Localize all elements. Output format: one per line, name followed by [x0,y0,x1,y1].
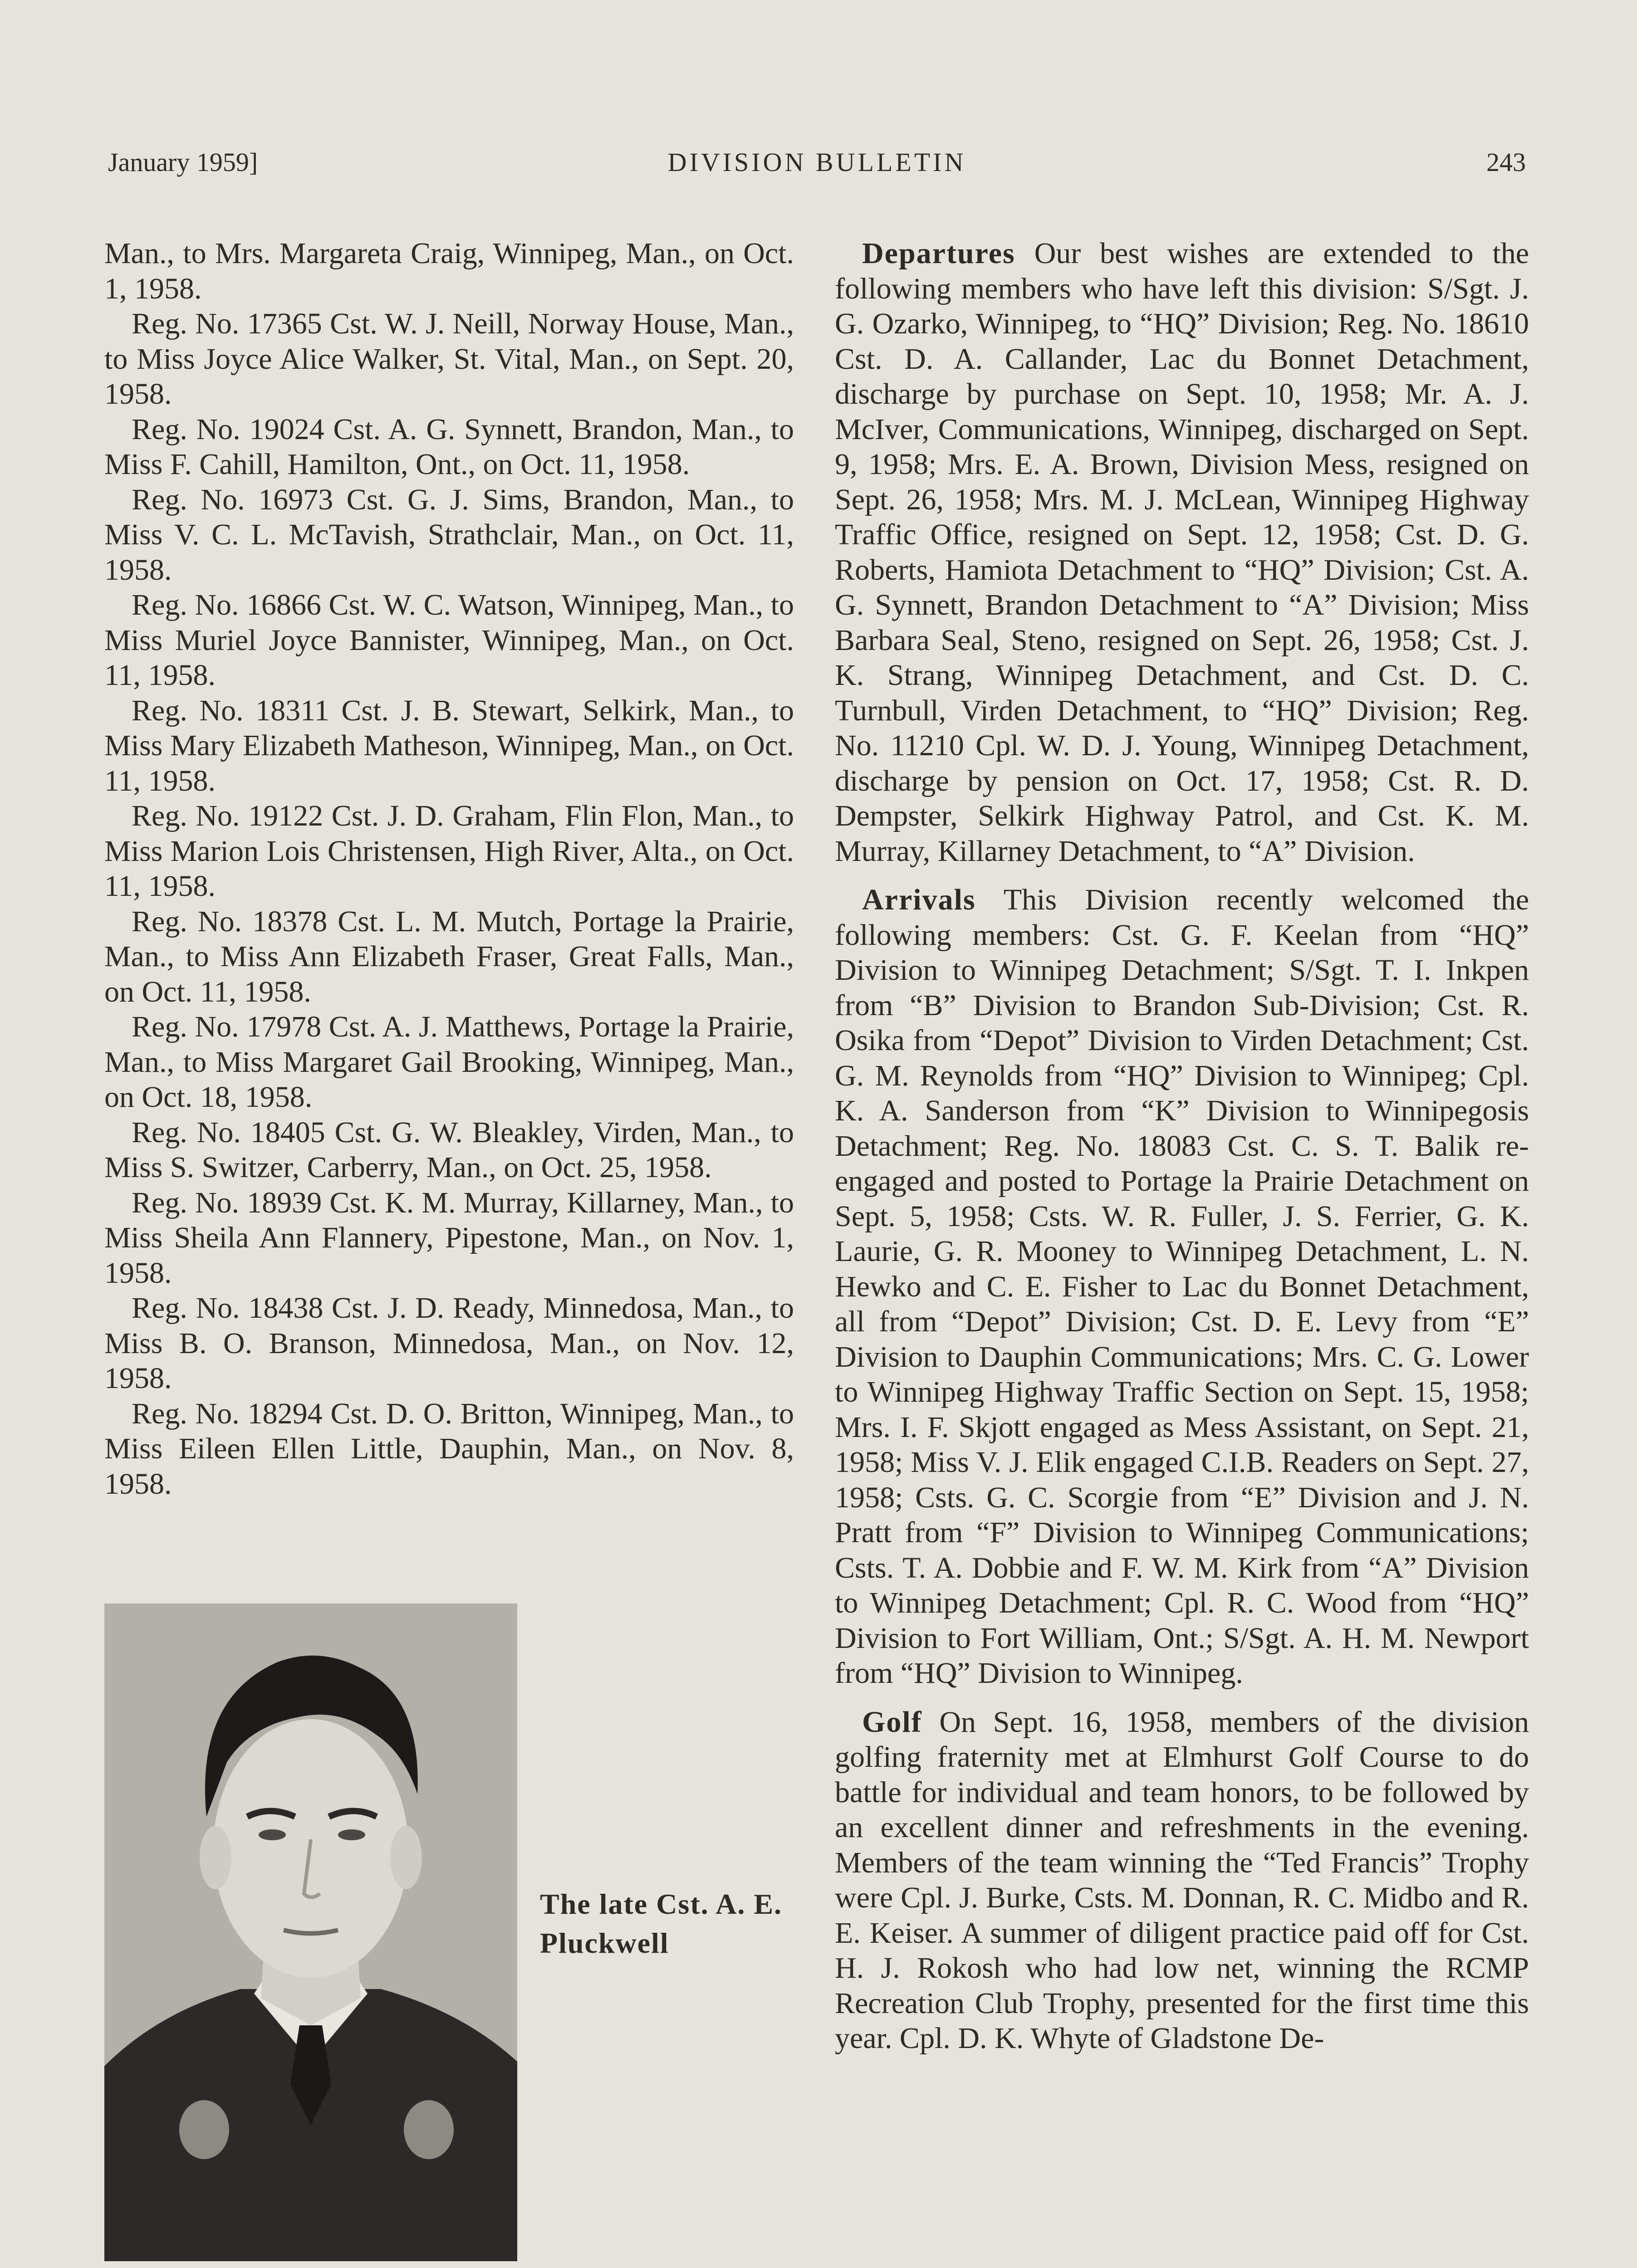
golf-section [835,1705,1529,2056]
marriage-entry: Reg. No. 17365 Cst. W. J. Neill, Norway House, Man., to Miss Joyce Alice Walker, St. Vital, Man., on Sept. 20, 1958. [104,307,794,411]
left-column [104,236,794,1501]
marriage-entry: Reg. No. 19122 Cst. J. D. Graham, Flin Flon, Man., to Miss Marion Lois Christensen, High River, Alta., on Oct. 11, 1958. [104,799,794,903]
golf-text: On Sept. 16, 1958, members of the division golfing fraternity met at Elmhurst Golf Course to do battle for individual and team honors, to be followed by an excellent dinner and refreshments in the evening. Members of the team winning the “Ted Francis” Trophy were Cpl. J. Burke, Csts. M. Donnan, R. C. Midbo and R. E. Keiser. A summer of diligent practice paid off for Cst. H. J. Rokosh who had low net, winning the RCMP Recreation Club Trophy, presented for the first time this year. Cpl. D. K. Whyte of Gladstone De- [835,1705,1529,2055]
arrivals-text: This Division recently welcomed the following members: Cst. G. F. Keelan from “HQ” Division to Winnipeg Detachment; S/Sgt. T. I. Inkpen from “B” Division to Brandon Sub-Division; Cst. R. Osika from “Depot” Division to Virden Detachment; Cst. G. M. Reynolds from “HQ” Division to Winnipeg; Cpl. K. A. Sanderson from “K” Division to Winnipegosis Detachment; Reg. No. 18083 Cst. C. S. T. Balik re-engaged and posted to Portage la Prairie Detachment on Sept. 5, 1958; Csts. W. R. Fuller, J. S. Ferrier, G. K. Laurie, G. R. Mooney to Winnipeg Detachment, L. N. Hewko and C. E. Fisher to Lac du Bonnet Detachment, all from “Depot” Division; Cst. D. E. Levy from “E” Division to Dauphin Communications; Mrs. C. G. Lower to Winnipeg Highway Traffic Section on Sept. 15, 1958; Mrs. I. F. Skjott engaged as Mess Assistant, on Sept. 21, 1958; Miss V. J. Elik engaged C.I.B. Readers on Sept. 27, 1958; Csts. G. C. Scorgie from “E” Division and J. N. Pratt from “F” Division to Winnipeg Communications; Csts. T. A. Dobbie and F. W. M. Kirk from “A” Division to Winnipeg Detachment; Cpl. R. C. Wood from “HQ” Division to Fort William, Ont.; S/Sgt. A. H. M. Newport from “HQ” Division to Winnipeg. [835,883,1529,1690]
marriage-entry: Reg. No. 19024 Cst. A. G. Synnett, Brandon, Man., to Miss F. Cahill, Hamilton, Ont., on Oct. 11, 1958. [104,412,794,481]
section-heading-golf: Golf [862,1705,922,1739]
right-column [835,236,1529,2056]
arrivals-section [835,882,1529,1691]
departures-section [835,236,1529,869]
marriage-entry: Reg. No. 16866 Cst. W. C. Watson, Winnipeg, Man., to Miss Muriel Joyce Bannister, Winnipeg, Man., on Oct. 11, 1958. [104,588,794,692]
departures-text: Our best wishes are extended to the following members who have left this division: S/Sgt. J. G. Ozarko, Winnipeg, to “HQ” Division; Reg. No. 18610 Cst. D. A. Callander, Lac du Bonnet Detachment, discharge by purchase on Sept. 10, 1958; Mr. A. J. McIver, Communications, Winnipeg, discharged on Sept. 9, 1958; Mrs. E. A. Brown, Division Mess, resigned on Sept. 26, 1958; Mrs. M. J. McLean, Winnipeg Highway Traffic Office, resigned on Sept. 12, 1958; Cst. D. G. Roberts, Hamiota Detachment to “HQ” Division; Cst. A. G. Synnett, Brandon Detachment to “A” Division; Miss Barbara Seal, Steno, resigned on Sept. 26, 1958; Cst. J. K. Strang, Winnipeg Detachment, and Cst. D. C. Turnbull, Virden Detachment, to “HQ” Division; Reg. No. 11210 Cpl. W. D. J. Young, Winnipeg Detachment, discharge by pension on Oct. 17, 1958; Cst. R. D. Dempster, Selkirk Highway Patrol, and Cst. K. M. Murray, Killarney Detachment, to “A” Division. [835,237,1529,868]
photo-caption-title: The late Cst. A. E. Pluckwell [540,1888,782,1959]
marriage-entry: Reg. No. 17978 Cst. A. J. Matthews, Portage la Prairie, Man., to Miss Margaret Gail Brooking, Winnipeg, Man., on Oct. 18, 1958. [104,1010,794,1114]
page-number: 243 [1486,147,1526,177]
section-heading-arrivals: Arrivals [862,883,976,916]
marriage-entry: Reg. No. 16973 Cst. G. J. Sims, Brandon, Man., to Miss V. C. L. McTavish, Strathclair, Man., on Oct. 11, 1958. [104,483,794,587]
marriage-entry: Reg. No. 18438 Cst. J. D. Ready, Minnedosa, Man., to Miss B. O. Branson, Minnedosa, Man., on Nov. 12, 1958. [104,1291,794,1395]
header-date: January 1959] [108,147,258,177]
marriage-entry: Reg. No. 18294 Cst. D. O. Britton, Winnipeg, Man., to Miss Eileen Ellen Little, Dauphin, Man., on Nov. 8, 1958. [104,1397,794,1501]
memorial-photo-block [104,1603,794,2261]
portrait-photo [104,1603,517,2261]
section-heading-departures: Departures [862,237,1015,270]
marriage-entry: Reg. No. 18311 Cst. J. B. Stewart, Selkirk, Man., to Miss Mary Elizabeth Matheson, Winnipeg, Man., on Oct. 11, 1958. [104,694,794,797]
marriage-entry: Reg. No. 18378 Cst. L. M. Mutch, Portage la Prairie, Man., to Miss Ann Elizabeth Fraser, Great Falls, Man., on Oct. 11, 1958. [104,904,794,1008]
portrait-illustration [104,1603,517,2261]
header-title: DIVISION BULLETIN [667,147,966,177]
running-header [108,144,1526,190]
marriage-entry: Reg. No. 18405 Cst. G. W. Bleakley, Virden, Man., to Miss S. Switzer, Carberry, Man., on Oct. 25, 1958. [104,1115,794,1184]
marriage-entry: Reg. No. 18939 Cst. K. M. Murray, Killarney, Man., to Miss Sheila Ann Flannery, Pipestone, Man., on Nov. 1, 1958. [104,1186,794,1290]
marriage-entry: Man., to Mrs. Margareta Craig, Winnipeg, Man., on Oct. 1, 1958. [104,237,794,305]
